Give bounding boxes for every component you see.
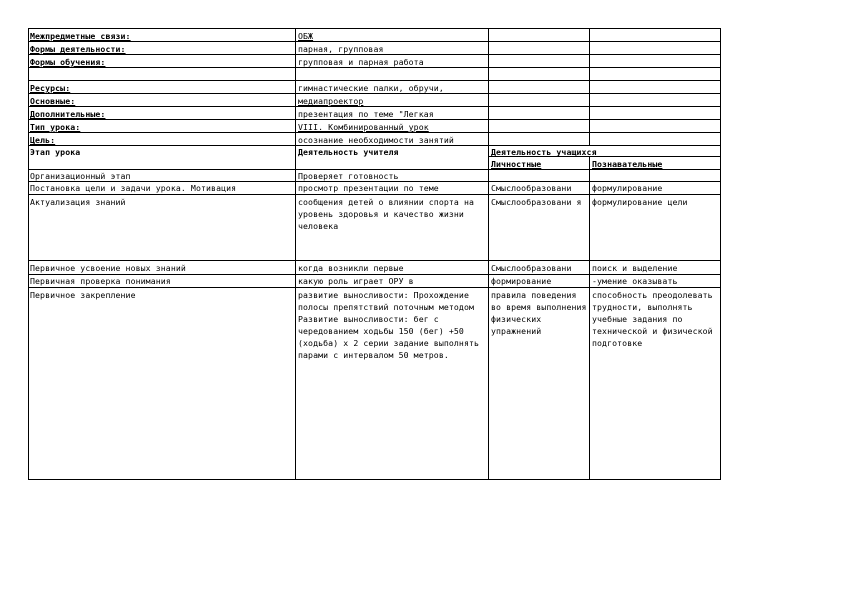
column-divider-1 xyxy=(295,28,296,480)
header-label-learning-forms: Формы обучения: xyxy=(30,57,106,67)
header-label-goal: Цель: xyxy=(30,135,56,145)
row-line xyxy=(28,194,721,195)
cognitive-cell: -умение оказывать xyxy=(592,276,678,286)
column-header-teacher: Деятельность учителя xyxy=(298,147,399,157)
header-label-activity-forms: Формы деятельности: xyxy=(30,44,126,54)
teacher-cell: какую роль играет ОРУ в xyxy=(298,276,414,286)
stage-cell: Организационный этап xyxy=(30,171,131,181)
stage-cell: Первичное усвоение новых знаний xyxy=(30,263,186,273)
cognitive-cell: формулирование цели xyxy=(592,197,688,207)
row-line xyxy=(28,80,721,81)
stage-cell: Первичная проверка понимания xyxy=(30,276,171,286)
stage-cell: Постановка цели и задачи урока. Мотивация xyxy=(30,183,237,193)
column-header-cognitive: Познавательные xyxy=(592,159,663,169)
teacher-cell: просмотр презентации по теме xyxy=(298,183,439,193)
column-header-stage: Этап урока xyxy=(30,147,81,157)
header-value-learning-forms: групповая и парная работа xyxy=(298,57,424,67)
header-label-resources: Ресурсы: xyxy=(30,83,71,93)
header-value-main: медиапроектор xyxy=(298,96,364,106)
header-label-interdisciplinary: Межпредметные связи: xyxy=(30,31,131,41)
header-value-goal: осознание необходимости занятий xyxy=(298,135,454,145)
personal-cell: правила поведения во время выполнения физических упражнений xyxy=(491,290,587,336)
personal-cell: Смыслообразовани я xyxy=(491,197,582,207)
header-label-main: Основные: xyxy=(30,96,76,106)
header-value-additional: презентация по теме "Легкая xyxy=(298,109,434,119)
row-line xyxy=(28,28,721,29)
column-header-students: Деятельность учащихся xyxy=(491,147,597,157)
header-value-lesson-type: VIII. Комбинированный урок xyxy=(298,122,429,132)
table-border-left xyxy=(28,28,29,480)
teacher-cell: развитие выносливости: Прохождение полосы препятствий поточным методом Развитие выносливости: бег с чередованием ходьбы 150 (бег) +50 (ходьба) х 2 серии задание выполнять парами с интервалом 50 метров. xyxy=(298,290,480,360)
column-divider-3 xyxy=(589,28,590,146)
header-value-resources: гимнастические палки, обручи, xyxy=(298,83,444,93)
row-line xyxy=(28,287,721,288)
teacher-cell: когда возникли первые xyxy=(298,263,404,273)
stage-cell: Первичное закрепление xyxy=(30,290,136,300)
table-border-right xyxy=(720,157,721,480)
header-label-additional: Дополнительные: xyxy=(30,109,106,119)
stage-cell: Актуализация знаний xyxy=(30,197,126,207)
header-value-interdisciplinary: ОБЖ xyxy=(298,31,314,41)
teacher-cell: Проверяет готовность xyxy=(298,171,399,181)
personal-cell: Смыслообразовани xyxy=(491,183,572,193)
column-header-personal: Личностные xyxy=(491,159,542,169)
cognitive-cell: поиск и выделение xyxy=(592,263,678,273)
cognitive-cell: формулирование xyxy=(592,183,663,193)
cognitive-cell: способность преодолевать трудности, выполнять учебные задания по технической и физической подготовке xyxy=(592,290,713,348)
row-line xyxy=(28,260,721,261)
personal-cell: формирование xyxy=(491,276,552,286)
column-divider-2 xyxy=(488,28,489,480)
personal-cell: Смыслообразовани xyxy=(491,263,572,273)
column-divider-3b xyxy=(589,157,590,480)
table-border-bottom xyxy=(28,479,721,480)
header-value-activity-forms: парная, групповая xyxy=(298,44,384,54)
table-border-right-top xyxy=(720,28,721,146)
header-label-lesson-type: Тип урока: xyxy=(30,122,81,132)
teacher-cell: сообщения детей о влиянии спорта на уровень здоровья и качество жизни человека xyxy=(298,197,475,231)
